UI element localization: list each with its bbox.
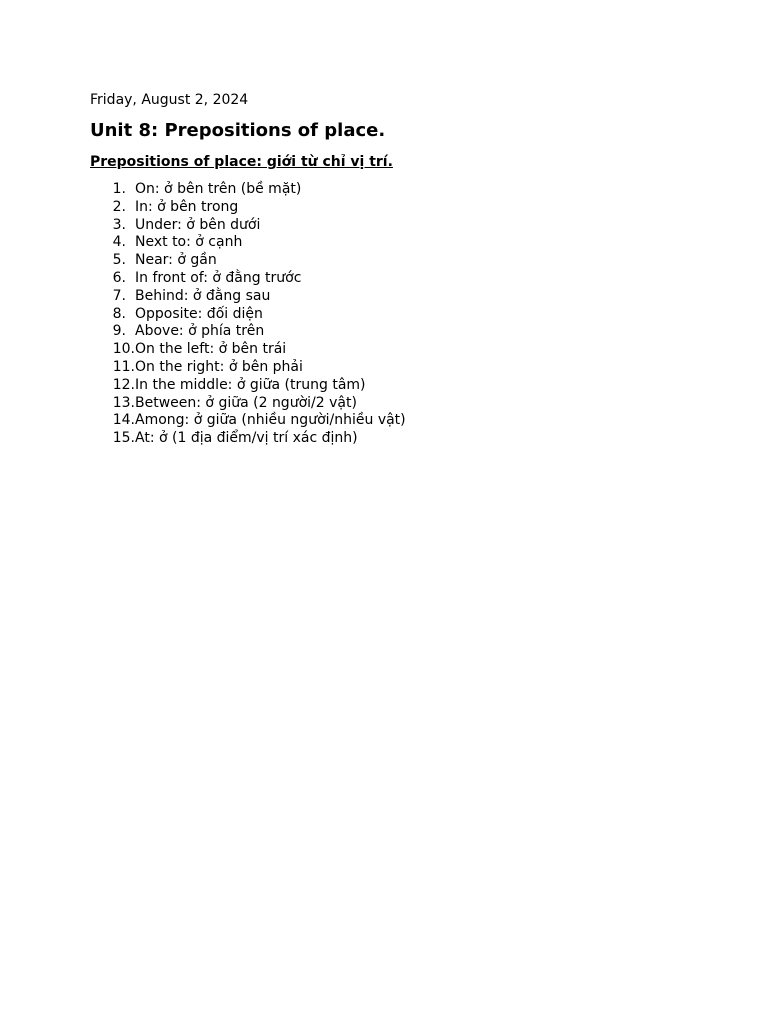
list-item-text: Under: ở bên dưới xyxy=(135,216,261,233)
list-item-text: Behind: ở đằng sau xyxy=(135,287,271,304)
list-item-text: Near: ở gần xyxy=(135,252,217,269)
list-item-number: 11. xyxy=(112,358,135,375)
list-item xyxy=(90,377,406,395)
list-item xyxy=(90,217,406,235)
list-item-number: 9. xyxy=(112,323,126,340)
prepositions-list xyxy=(90,181,406,448)
list-item-number: 12. xyxy=(112,376,135,393)
list-item-text: Between: ở giữa (2 người/2 vật) xyxy=(135,394,357,411)
list-item xyxy=(90,395,406,413)
section-heading: Prepositions of place: giới từ chỉ vị trí. xyxy=(90,154,393,170)
list-item-number: 8. xyxy=(112,305,126,322)
list-item xyxy=(90,412,406,430)
list-item-text: On the left: ở bên trái xyxy=(135,341,287,358)
list-item-text: Among: ở giữa (nhiều người/nhiều vật) xyxy=(135,412,406,429)
list-item xyxy=(90,430,406,448)
list-item xyxy=(90,252,406,270)
list-item-number: 5. xyxy=(112,252,126,269)
list-item-text: On the right: ở bên phải xyxy=(135,358,303,375)
document-title: Unit 8: Prepositions of place. xyxy=(90,120,386,141)
list-item-text: On: ở bên trên (bề mặt) xyxy=(135,181,302,197)
document-date: Friday, August 2, 2024 xyxy=(90,92,249,108)
list-item-number: 14. xyxy=(112,412,135,429)
list-item-number: 2. xyxy=(112,198,126,215)
list-item-text: In the middle: ở giữa (trung tâm) xyxy=(135,376,366,393)
list-item-text: Next to: ở cạnh xyxy=(135,234,243,251)
list-item xyxy=(90,288,406,306)
list-item-number: 1. xyxy=(112,181,126,197)
list-item xyxy=(90,323,406,341)
list-item-text: Above: ở phía trên xyxy=(135,323,265,340)
list-item-number: 7. xyxy=(112,287,126,304)
list-item-text: In front of: ở đằng trước xyxy=(135,269,302,286)
list-item xyxy=(90,341,406,359)
list-item-number: 6. xyxy=(112,269,126,286)
list-item-number: 3. xyxy=(112,216,126,233)
list-item-number: 15. xyxy=(112,430,135,447)
list-item xyxy=(90,270,406,288)
list-item xyxy=(90,234,406,252)
list-item xyxy=(90,199,406,217)
list-item-text: Opposite: đối diện xyxy=(135,305,263,322)
list-item-number: 4. xyxy=(112,234,126,251)
list-item xyxy=(90,181,406,199)
list-item-text: In: ở bên trong xyxy=(135,198,239,215)
list-item-number: 10. xyxy=(112,341,135,358)
list-item xyxy=(90,306,406,324)
list-item xyxy=(90,359,406,377)
list-item-text: At: ở (1 địa điểm/vị trí xác định) xyxy=(135,430,358,447)
list-item-number: 13. xyxy=(112,394,135,411)
